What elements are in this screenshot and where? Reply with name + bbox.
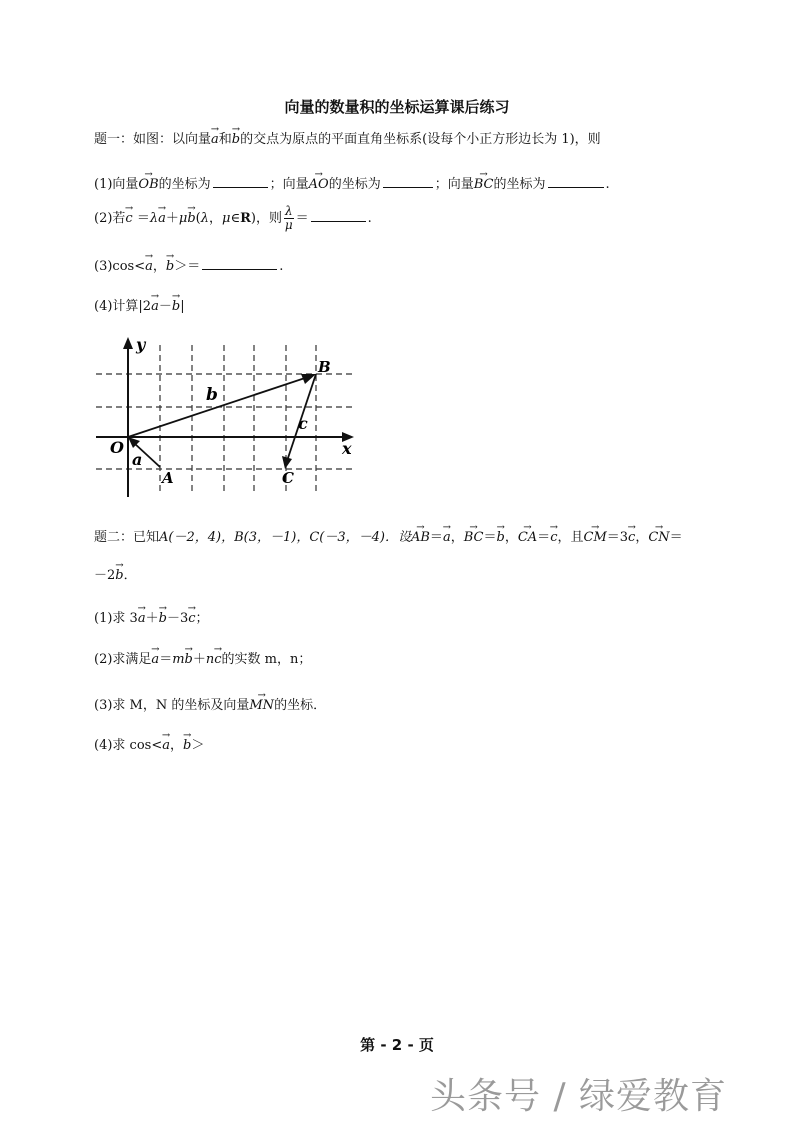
p2-line2: －2 bbox=[94, 568, 116, 583]
answer-blank[interactable] bbox=[202, 257, 277, 270]
problem1-question4: (4)计算|2→ a－→ b| bbox=[94, 298, 185, 316]
problem1-question2: (2)若→ c ＝λ→ a＋μ→ b(λ，μ∈R)，则 $\frac{\lambda}{\mu}$ ＝ . bbox=[94, 205, 372, 232]
vector-CA: → CA bbox=[518, 529, 537, 547]
vector-CM: → CM bbox=[584, 529, 607, 547]
problem2-question1: (1)求 3→ a＋→ b－3→ c； bbox=[94, 610, 209, 628]
label-B: B bbox=[318, 358, 331, 376]
problem2-intro-line2: －2→ b． bbox=[94, 567, 137, 585]
problem2-intro: 题二：已知A(－2，4)，B(3，－1)，C(－3，－4)．设→ AB＝→ a，→ BC＝→ b，→ CA＝→ c，且→ CM＝3→ c，→ CN＝ bbox=[94, 529, 683, 547]
vector-AB: → AB bbox=[411, 529, 430, 547]
y-axis-arrow-icon bbox=[123, 337, 133, 349]
lambda-over-mu: $\frac{\lambda}{\mu}$ bbox=[284, 204, 293, 232]
problem1-intro-b: 和 bbox=[218, 132, 232, 147]
problem1-intro-a: 题一：如图：以向量 bbox=[94, 132, 212, 147]
watermark: 头条号 / 绿爱教育 bbox=[430, 1076, 728, 1117]
problem1-question3: (3)cos<→ a，→ b＞＝ . bbox=[94, 257, 283, 276]
label-C: C bbox=[282, 469, 294, 487]
q4-text: (4)计算|2 bbox=[94, 299, 152, 314]
p2-intro: 题二：已知 bbox=[94, 530, 160, 545]
p2-q2-end: 的实数 m，n； bbox=[221, 652, 312, 667]
vector-MN: → MN bbox=[249, 697, 274, 715]
label-O: O bbox=[110, 438, 124, 457]
p2-q1: (1)求 3 bbox=[94, 611, 138, 626]
label-A: A bbox=[162, 469, 174, 487]
vector-AO: → AO bbox=[309, 176, 329, 194]
answer-blank[interactable] bbox=[383, 175, 433, 188]
answer-blank[interactable] bbox=[213, 175, 268, 188]
problem2-question3 bbox=[94, 697, 326, 715]
vector-BC: → BC bbox=[474, 176, 494, 194]
vector-CN: → CN bbox=[648, 529, 669, 547]
vector-BC-2: → BC bbox=[464, 529, 484, 547]
document-title: 向量的数量积的坐标运算课后练习 bbox=[284, 98, 510, 116]
p2-points: A(－2，4)，B(3，－1)，C(－3，－4)．设 bbox=[159, 530, 411, 545]
label-a: a bbox=[132, 450, 143, 469]
p2-q3-b: 的坐标． bbox=[274, 698, 327, 713]
problem1-intro-c: 的交点为原点的平面直角坐标系(设每个小正方形边长为 1)，则 bbox=[240, 132, 601, 147]
q3-text-end: ＞＝ bbox=[174, 259, 201, 274]
q2-text-b: ，则 bbox=[255, 211, 282, 226]
problem2-question4: (4)求 cos<→ a，→ b＞ bbox=[94, 737, 204, 755]
answer-blank[interactable] bbox=[311, 209, 366, 222]
label-x: x bbox=[342, 439, 352, 458]
coordinate-figure bbox=[96, 337, 356, 499]
label-y: y bbox=[136, 337, 146, 354]
q1-text-a: (1)向量 bbox=[94, 177, 139, 192]
q1-text-b: 的坐标为 bbox=[158, 177, 211, 192]
q1-text-e: ；向量 bbox=[434, 177, 474, 192]
q2-text-a: (2)若 bbox=[94, 211, 126, 226]
label-c: c bbox=[298, 414, 308, 433]
dashed-grid bbox=[96, 345, 352, 495]
p2-q4: (4)求 cos< bbox=[94, 738, 163, 753]
problem1-intro: 题一：如图：以向量→ a和→ b的交点为原点的平面直角坐标系(设每个小正方形边长为 1)，则 bbox=[94, 131, 601, 149]
problem1-question1: (1)向量→ OB的坐标为 ；向量→ AO的坐标为 ；向量→ BC的坐标为 . bbox=[94, 175, 610, 194]
label-b: b bbox=[206, 385, 218, 405]
vector-OB: → OB bbox=[138, 176, 158, 194]
q1-text-c: ；向量 bbox=[269, 177, 309, 192]
problem2-question2: (2)求满足→ a＝m→ b＋n→ c的实数 m，n； bbox=[94, 651, 311, 669]
answer-blank[interactable] bbox=[548, 175, 604, 188]
vector-c-arrowhead bbox=[282, 456, 292, 469]
p2-q3-a: (3)求 M，N 的坐标及向量 bbox=[94, 698, 250, 713]
p2-cont: 且 bbox=[570, 530, 584, 545]
q1-text-d: 的坐标为 bbox=[328, 177, 381, 192]
p2-q2: (2)求满足 bbox=[94, 652, 152, 667]
page-footer: 第 - 2 - 页 bbox=[360, 1036, 434, 1054]
q1-text-f: 的坐标为 bbox=[493, 177, 546, 192]
q3-text: (3)cos< bbox=[94, 259, 146, 274]
